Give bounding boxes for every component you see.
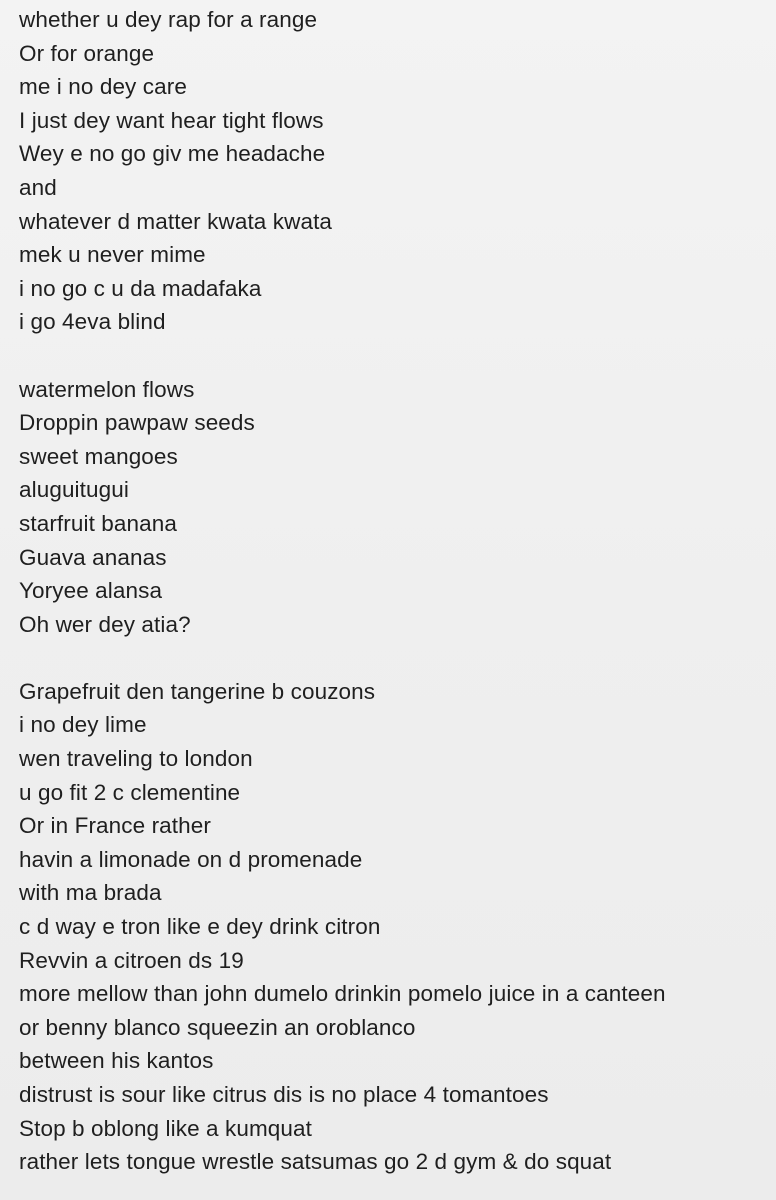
note-line: with ma brada: [19, 880, 162, 906]
stanza-2: [19, 373, 776, 642]
note-line: Oh wer dey atia?: [19, 611, 191, 637]
note-line: wen traveling to london: [19, 746, 253, 772]
note-line: Droppin pawpaw seeds: [19, 410, 255, 436]
note-line: I just dey want hear tight flows: [19, 107, 324, 133]
note-line: i go 4eva blind: [19, 309, 166, 335]
note-line: mek u never mime: [19, 242, 206, 268]
note-line: Revvin a citroen ds 19: [19, 947, 244, 973]
note-line: distrust is sour like citrus dis is no place 4 tomantoes: [19, 1082, 549, 1107]
note-line: Or in France rather: [19, 813, 211, 839]
note-line: me i no dey care: [19, 74, 187, 100]
note-line: between his kantos: [19, 1048, 214, 1074]
note-line: whatever d matter kwata kwata: [19, 208, 333, 234]
note-line: whether u dey rap for a range: [19, 7, 318, 32]
note-line: more mellow than john dumelo drinkin pomelo juice in a canteen: [19, 981, 666, 1007]
note-line: Wey e no go giv me headache: [19, 141, 326, 167]
note-line: Stop b oblong like a kumquat: [19, 1115, 312, 1141]
note-line: c d way e tron like e dey drink citron: [19, 914, 381, 940]
note-line: havin a limonade on d promenade: [19, 846, 363, 872]
note-line: Yoryee alansa: [19, 578, 163, 604]
note-line: starfruit banana: [19, 510, 177, 536]
note-line: aluguitugui: [19, 477, 129, 503]
note-line: Guava ananas: [19, 544, 167, 570]
stanza-1: [19, 3, 776, 339]
stanza-3: [19, 675, 776, 1179]
note-line: sweet mangoes: [19, 443, 178, 469]
note-line: i no go c u da madafaka: [19, 275, 262, 301]
note-line: rather lets tongue wrestle satsumas go 2 d gym & do squat: [19, 1149, 612, 1175]
note-line: watermelon flows: [19, 376, 195, 402]
note-line: Or for orange: [19, 40, 155, 66]
note-line: and: [19, 174, 57, 200]
note-line: or benny blanco squeezin an oroblanco: [19, 1014, 416, 1040]
note-line: Grapefruit den tangerine b couzons: [19, 678, 376, 704]
note-line: u go fit 2 c clementine: [19, 779, 241, 805]
note-line: i no dey lime: [19, 712, 147, 738]
